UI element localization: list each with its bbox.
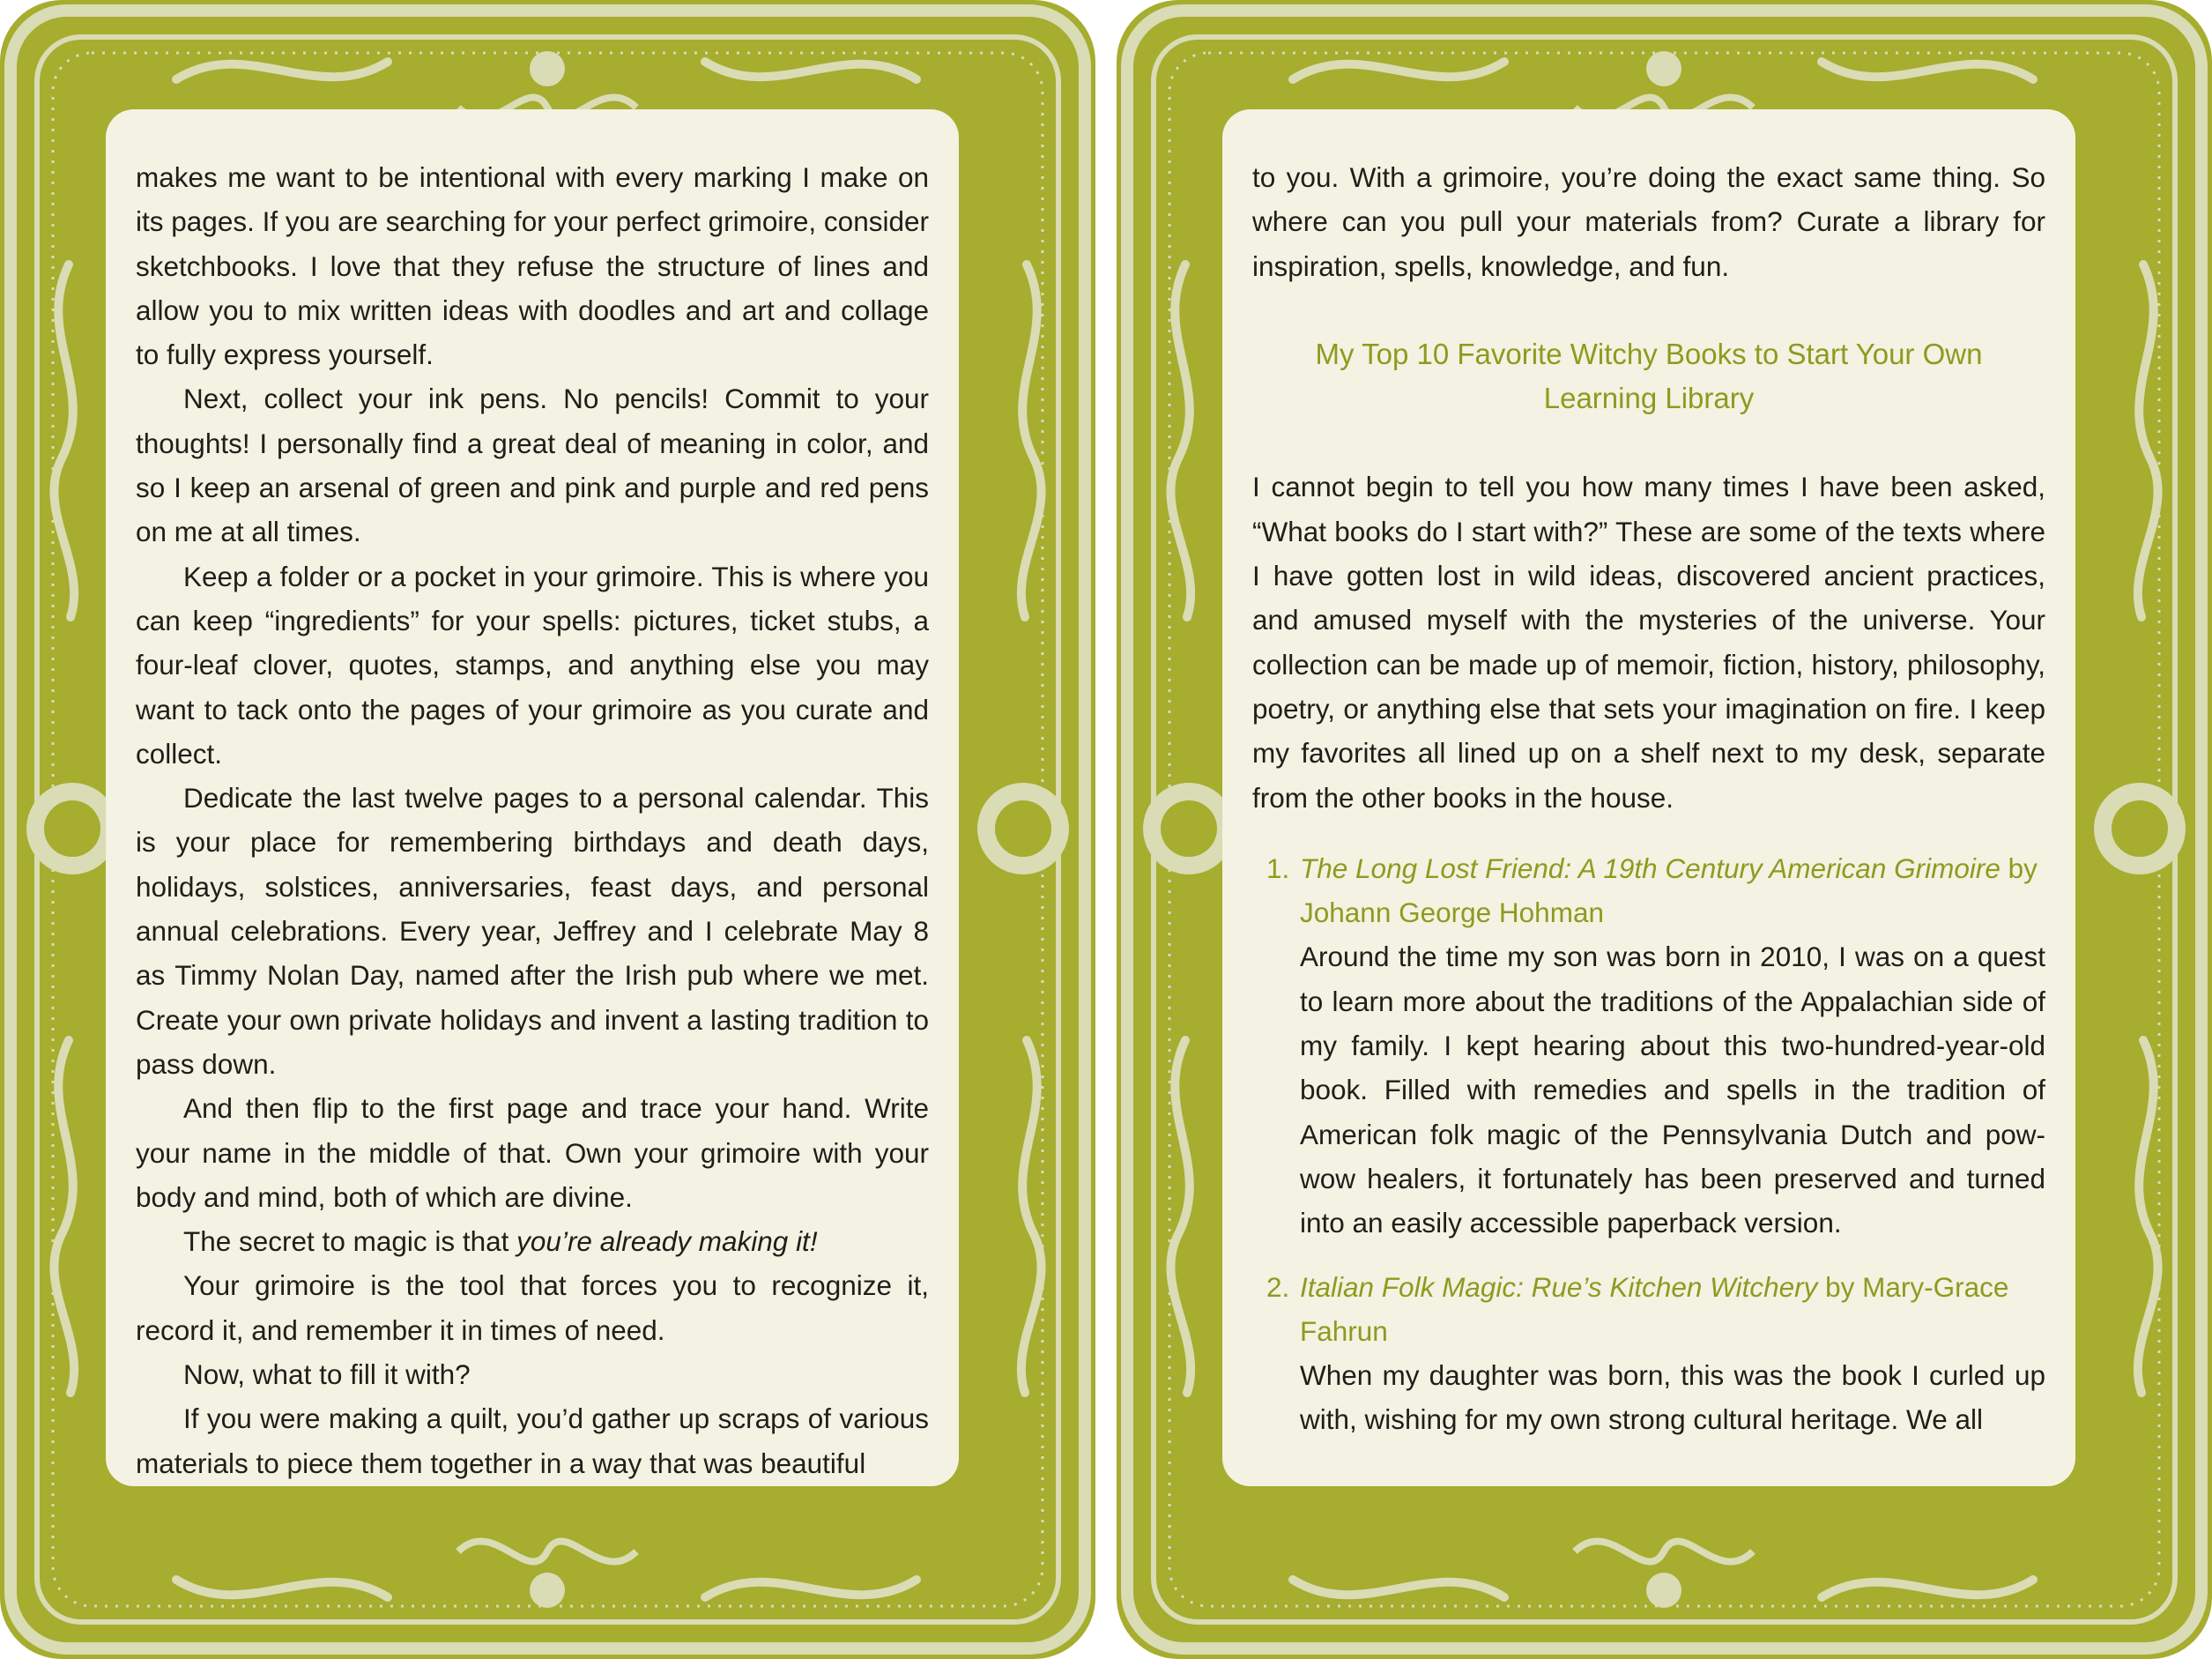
- book-author: Johann George Hohman: [1300, 896, 1604, 929]
- book-author: Mary-Grace Fahrun: [1300, 1270, 2009, 1347]
- left-text-panel: [106, 109, 959, 1486]
- right-intro: to you. With a grimoire, you’re doing the exact same thing. So where can you pull your materials from? Curate a library for inspiration, spells, knowledge, and fun.: [1252, 161, 2045, 282]
- right-page: [1117, 0, 2212, 1659]
- list-item: [1252, 1265, 2045, 1442]
- section-heading: My Top 10 Favorite Witchy Books to Start Your Own Learning Library: [1315, 337, 1983, 415]
- right-body: I cannot begin to tell you how many times I have been asked, “What books do I start with?” These are some of the texts where I have gotten lost in wild ideas, discovered ancient practices, and amused myself with the mysteries of the universe. Your collection can be made up of memoir, fiction, history, philosophy, poetry, or anything else that sets your imagination on fire. I keep my favorites all lined up on a shelf next to my desk, separate from the other books in the house.: [1252, 471, 2045, 814]
- list-item: [1252, 846, 2045, 1246]
- secret-line-text: The secret to magic is that: [183, 1225, 517, 1258]
- right-text-panel: [1222, 109, 2075, 1486]
- left-paragraph-2: Next, collect your ink pens. No pencils! Commit to your thoughts! I personally find a great deal of meaning in color, and so I keep an arsenal of green and pink and purple and red pens on me at all times.: [136, 383, 929, 548]
- left-page: [0, 0, 1095, 1659]
- book-description: Around the time my son was born in 2010, I was on a quest to learn more about the traditions of the Appalachian side of my family. I kept hearing about this two-hundred-year-old book. Filled with remedies and spells in the tradition of American folk magic of the Pennsylvania Dutch and pow-wow healers, it fortunately has been preserved and turned into an easily accessible paperback version.: [1300, 941, 2045, 1239]
- list-number: 1.: [1266, 852, 1290, 884]
- book-list: [1252, 846, 2045, 1442]
- left-paragraph-4: Dedicate the last twelve pages to a personal calendar. This is your place for remembering birthdays and death days, holidays, solstices, anniversaries, feast days, and personal annual celebrations. Every year, Jeffrey and I celebrate May 8 as Timmy Nolan Day, named after the Irish pub where we met. Create your own private holidays and invent a lasting tradition to pass down.: [136, 782, 929, 1080]
- book-title-line: [1300, 1265, 2045, 1354]
- book-title-line: [1300, 846, 2045, 935]
- book-by: by: [2000, 852, 2038, 884]
- left-paragraph-7: Now, what to fill it with?: [183, 1358, 471, 1391]
- left-paragraph-5: And then flip to the first page and trace your hand. Write your name in the middle of that. Own your grimoire with your body and mind, both of which are divine.: [136, 1092, 929, 1213]
- book-title: Italian Folk Magic: Rue’s Kitchen Witchery: [1300, 1270, 1818, 1303]
- book-description: When my daughter was born, this was the book I curled up with, wishing for my own strong cultural heritage. We all: [1300, 1359, 2045, 1436]
- list-number: 2.: [1266, 1270, 1290, 1303]
- left-paragraph-3: Keep a folder or a pocket in your grimoire. This is where you can keep “ingredients” for your spells: pictures, ticket stubs, a four-leaf clover, quotes, stamps, and anything else you may want to tack onto the pages of your grimoire as you curate and collect.: [136, 560, 929, 770]
- left-paragraph-1: makes me want to be intentional with every marking I make on its pages. If you are searching for your perfect grimoire, consider sketchbooks. I love that they refuse the structure of lines and allow you to mix written ideas with doodles and art and collage to fully express yourself.: [136, 161, 929, 371]
- left-paragraph-6: Your grimoire is the tool that forces you to recognize it, record it, and remember it in times of need.: [136, 1269, 929, 1346]
- left-paragraph-8: If you were making a quilt, you’d gather up scraps of various materials to piece them together in a way that was beautiful: [136, 1402, 929, 1479]
- secret-line: [136, 1219, 929, 1263]
- book-title: The Long Lost Friend: A 19th Century American Grimoire: [1300, 852, 2000, 884]
- book-by: by: [1817, 1270, 1863, 1303]
- secret-line-emphasis: you’re already making it!: [516, 1225, 818, 1258]
